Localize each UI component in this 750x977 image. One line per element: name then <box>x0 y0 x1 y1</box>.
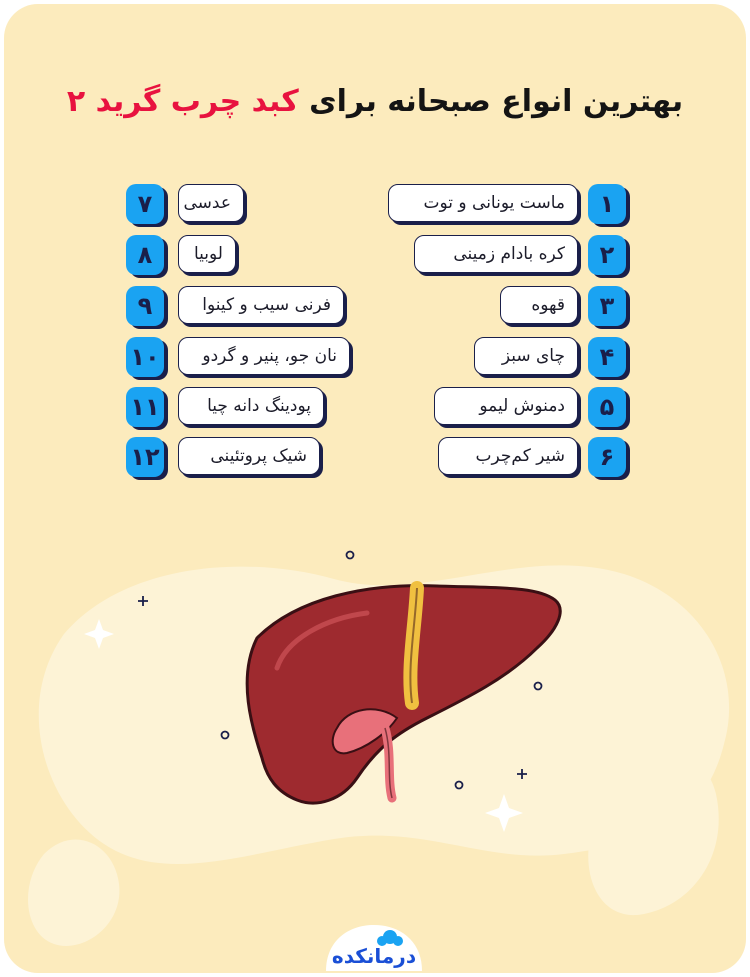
page-title <box>4 84 746 119</box>
item-label: نان جو، پنیر و گردو <box>178 337 350 375</box>
item-label: پودینگ دانه چیا <box>178 387 324 425</box>
item-label: قهوه <box>500 286 578 324</box>
title-main: بهترین انواع صبحانه برای <box>298 84 684 119</box>
item-label: فرنی سیب و کینوا <box>178 286 344 324</box>
list-item <box>384 286 630 330</box>
list-item <box>126 437 356 481</box>
item-label: ماست یونانی و توت <box>388 184 578 222</box>
list-item <box>126 235 356 279</box>
item-label: کره بادام زمینی <box>414 235 578 273</box>
list-item <box>384 437 630 481</box>
item-number: ۹ <box>126 286 164 326</box>
item-number: ۸ <box>126 235 164 275</box>
item-number: ۱۰ <box>126 337 164 377</box>
item-number: ۱ <box>588 184 626 224</box>
item-number: ۲ <box>588 235 626 275</box>
item-number: ۷ <box>126 184 164 224</box>
title-highlight: کبد چرب گرید ۲ <box>66 84 299 119</box>
logo-text: درمانکده <box>331 944 417 968</box>
list-item <box>126 387 356 431</box>
item-number: ۱۱ <box>126 387 164 427</box>
liver-illustration <box>237 578 569 810</box>
item-label: دمنوش لیمو <box>434 387 578 425</box>
item-number: ۶ <box>588 437 626 477</box>
item-number: ۴ <box>588 337 626 377</box>
list-item <box>384 235 630 279</box>
list-item <box>126 337 356 381</box>
item-label: لوبیا <box>178 235 236 273</box>
item-number: ۳ <box>588 286 626 326</box>
item-number: ۵ <box>588 387 626 427</box>
item-number: ۱۲ <box>126 437 164 477</box>
item-label: شیر کم‌چرب <box>438 437 578 475</box>
item-label: چای سبز <box>474 337 578 375</box>
item-label: شیک پروتئینی <box>178 437 320 475</box>
list-item <box>384 387 630 431</box>
darmankade-logo <box>318 919 430 971</box>
list-item <box>126 184 356 228</box>
list-item <box>384 337 630 381</box>
list-item <box>384 184 630 228</box>
item-label: عدسی <box>178 184 244 222</box>
list-item <box>126 286 356 330</box>
infographic-card <box>4 4 746 973</box>
